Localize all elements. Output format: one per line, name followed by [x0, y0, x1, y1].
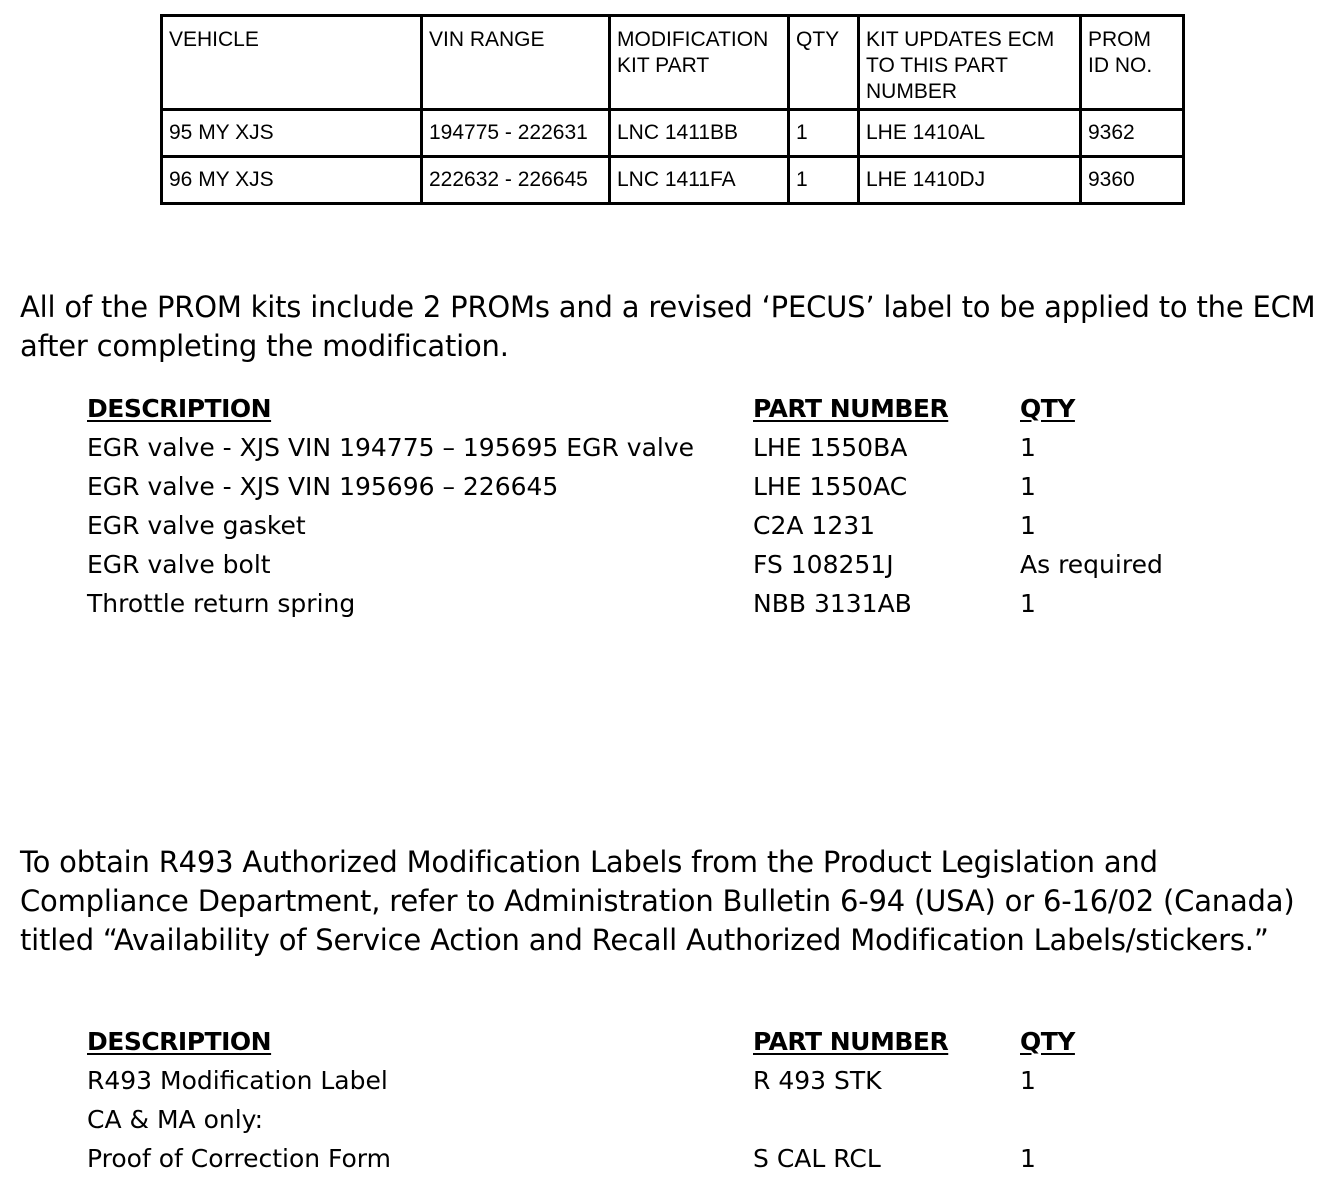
- item-description: EGR valve bolt: [87, 550, 271, 579]
- cell-qty: 1: [789, 157, 859, 204]
- labels-paragraph: To obtain R493 Authorized Modification Labels from the Product Legislation and Compliance Department, refer to Administration Bulletin 6-94 (USA) or 6-16/02 (Canada) titled “Availability of Service Action and Recall Authorized Modification Labels/stickers.”: [20, 845, 1295, 957]
- prom-kit-table: [160, 14, 1185, 205]
- qty-heading: QTY: [1020, 394, 1075, 423]
- table-row: [162, 157, 1184, 204]
- item-qty: 1: [1020, 1066, 1036, 1095]
- parts-list-egr: [87, 389, 1287, 623]
- item-qty: 1: [1020, 589, 1036, 618]
- list-item: [87, 545, 1287, 584]
- header-vin-range: VIN RANGE: [422, 16, 610, 110]
- parts-list-header: [87, 389, 1287, 428]
- item-part-number: FS 108251J: [753, 550, 894, 579]
- cell-vin-range: 222632 - 226645: [422, 157, 610, 204]
- list-item: [87, 428, 1287, 467]
- item-qty: As required: [1020, 550, 1163, 579]
- parts-list-header: [87, 1022, 1287, 1061]
- cell-kit-part: LNC 1411BB: [610, 110, 789, 157]
- item-description: Throttle return spring: [87, 589, 356, 618]
- item-part-number: S CAL RCL: [753, 1144, 881, 1173]
- header-vehicle: VEHICLE: [162, 16, 422, 110]
- cell-ecm-part: LHE 1410AL: [859, 110, 1081, 157]
- header-prom-id: PROM ID NO.: [1081, 16, 1184, 110]
- item-qty: 1: [1020, 1144, 1036, 1173]
- item-qty: 1: [1020, 472, 1036, 501]
- cell-prom-id: 9362: [1081, 110, 1184, 157]
- item-description: EGR valve - XJS VIN 194775 – 195695 EGR valve: [87, 433, 695, 462]
- table-header-row: [162, 16, 1184, 110]
- part-number-heading: PART NUMBER: [753, 1027, 949, 1056]
- list-item: [87, 467, 1287, 506]
- header-ecm-part: KIT UPDATES ECM TO THIS PART NUMBER: [859, 16, 1081, 110]
- qty-heading: QTY: [1020, 1027, 1075, 1056]
- list-item: [87, 1061, 1287, 1100]
- description-heading: DESCRIPTION: [87, 1027, 272, 1056]
- item-qty: 1: [1020, 433, 1036, 462]
- cell-qty: 1: [789, 110, 859, 157]
- item-part-number: NBB 3131AB: [753, 589, 912, 618]
- description-heading: DESCRIPTION: [87, 394, 272, 423]
- item-qty: 1: [1020, 511, 1036, 540]
- cell-kit-part: LNC 1411FA: [610, 157, 789, 204]
- item-part-number: LHE 1550AC: [753, 472, 908, 501]
- cell-vehicle: 96 MY XJS: [162, 157, 422, 204]
- item-part-number: LHE 1550BA: [753, 433, 908, 462]
- item-description: EGR valve - XJS VIN 195696 – 226645: [87, 472, 559, 501]
- parts-list-labels: [87, 1022, 1287, 1178]
- list-item: [87, 506, 1287, 545]
- list-item: [87, 584, 1287, 623]
- cell-vin-range: 194775 - 222631: [422, 110, 610, 157]
- item-part-number: R 493 STK: [753, 1066, 882, 1095]
- item-description: Proof of Correction Form: [87, 1144, 392, 1173]
- item-part-number: C2A 1231: [753, 511, 876, 540]
- list-item: [87, 1139, 1287, 1178]
- prom-kit-paragraph: All of the PROM kits include 2 PROMs and a revised ‘PECUS’ label to be applied to the ECM after completing the modification.: [20, 290, 1316, 363]
- cell-prom-id: 9360: [1081, 157, 1184, 204]
- cell-vehicle: 95 MY XJS: [162, 110, 422, 157]
- list-item: [87, 1100, 1287, 1139]
- item-description: EGR valve gasket: [87, 511, 306, 540]
- part-number-heading: PART NUMBER: [753, 394, 949, 423]
- header-kit-part: MODIFICATION KIT PART: [610, 16, 789, 110]
- table-row: [162, 110, 1184, 157]
- item-description: CA & MA only:: [87, 1105, 264, 1134]
- header-qty: QTY: [789, 16, 859, 110]
- item-description: R493 Modification Label: [87, 1066, 388, 1095]
- cell-ecm-part: LHE 1410DJ: [859, 157, 1081, 204]
